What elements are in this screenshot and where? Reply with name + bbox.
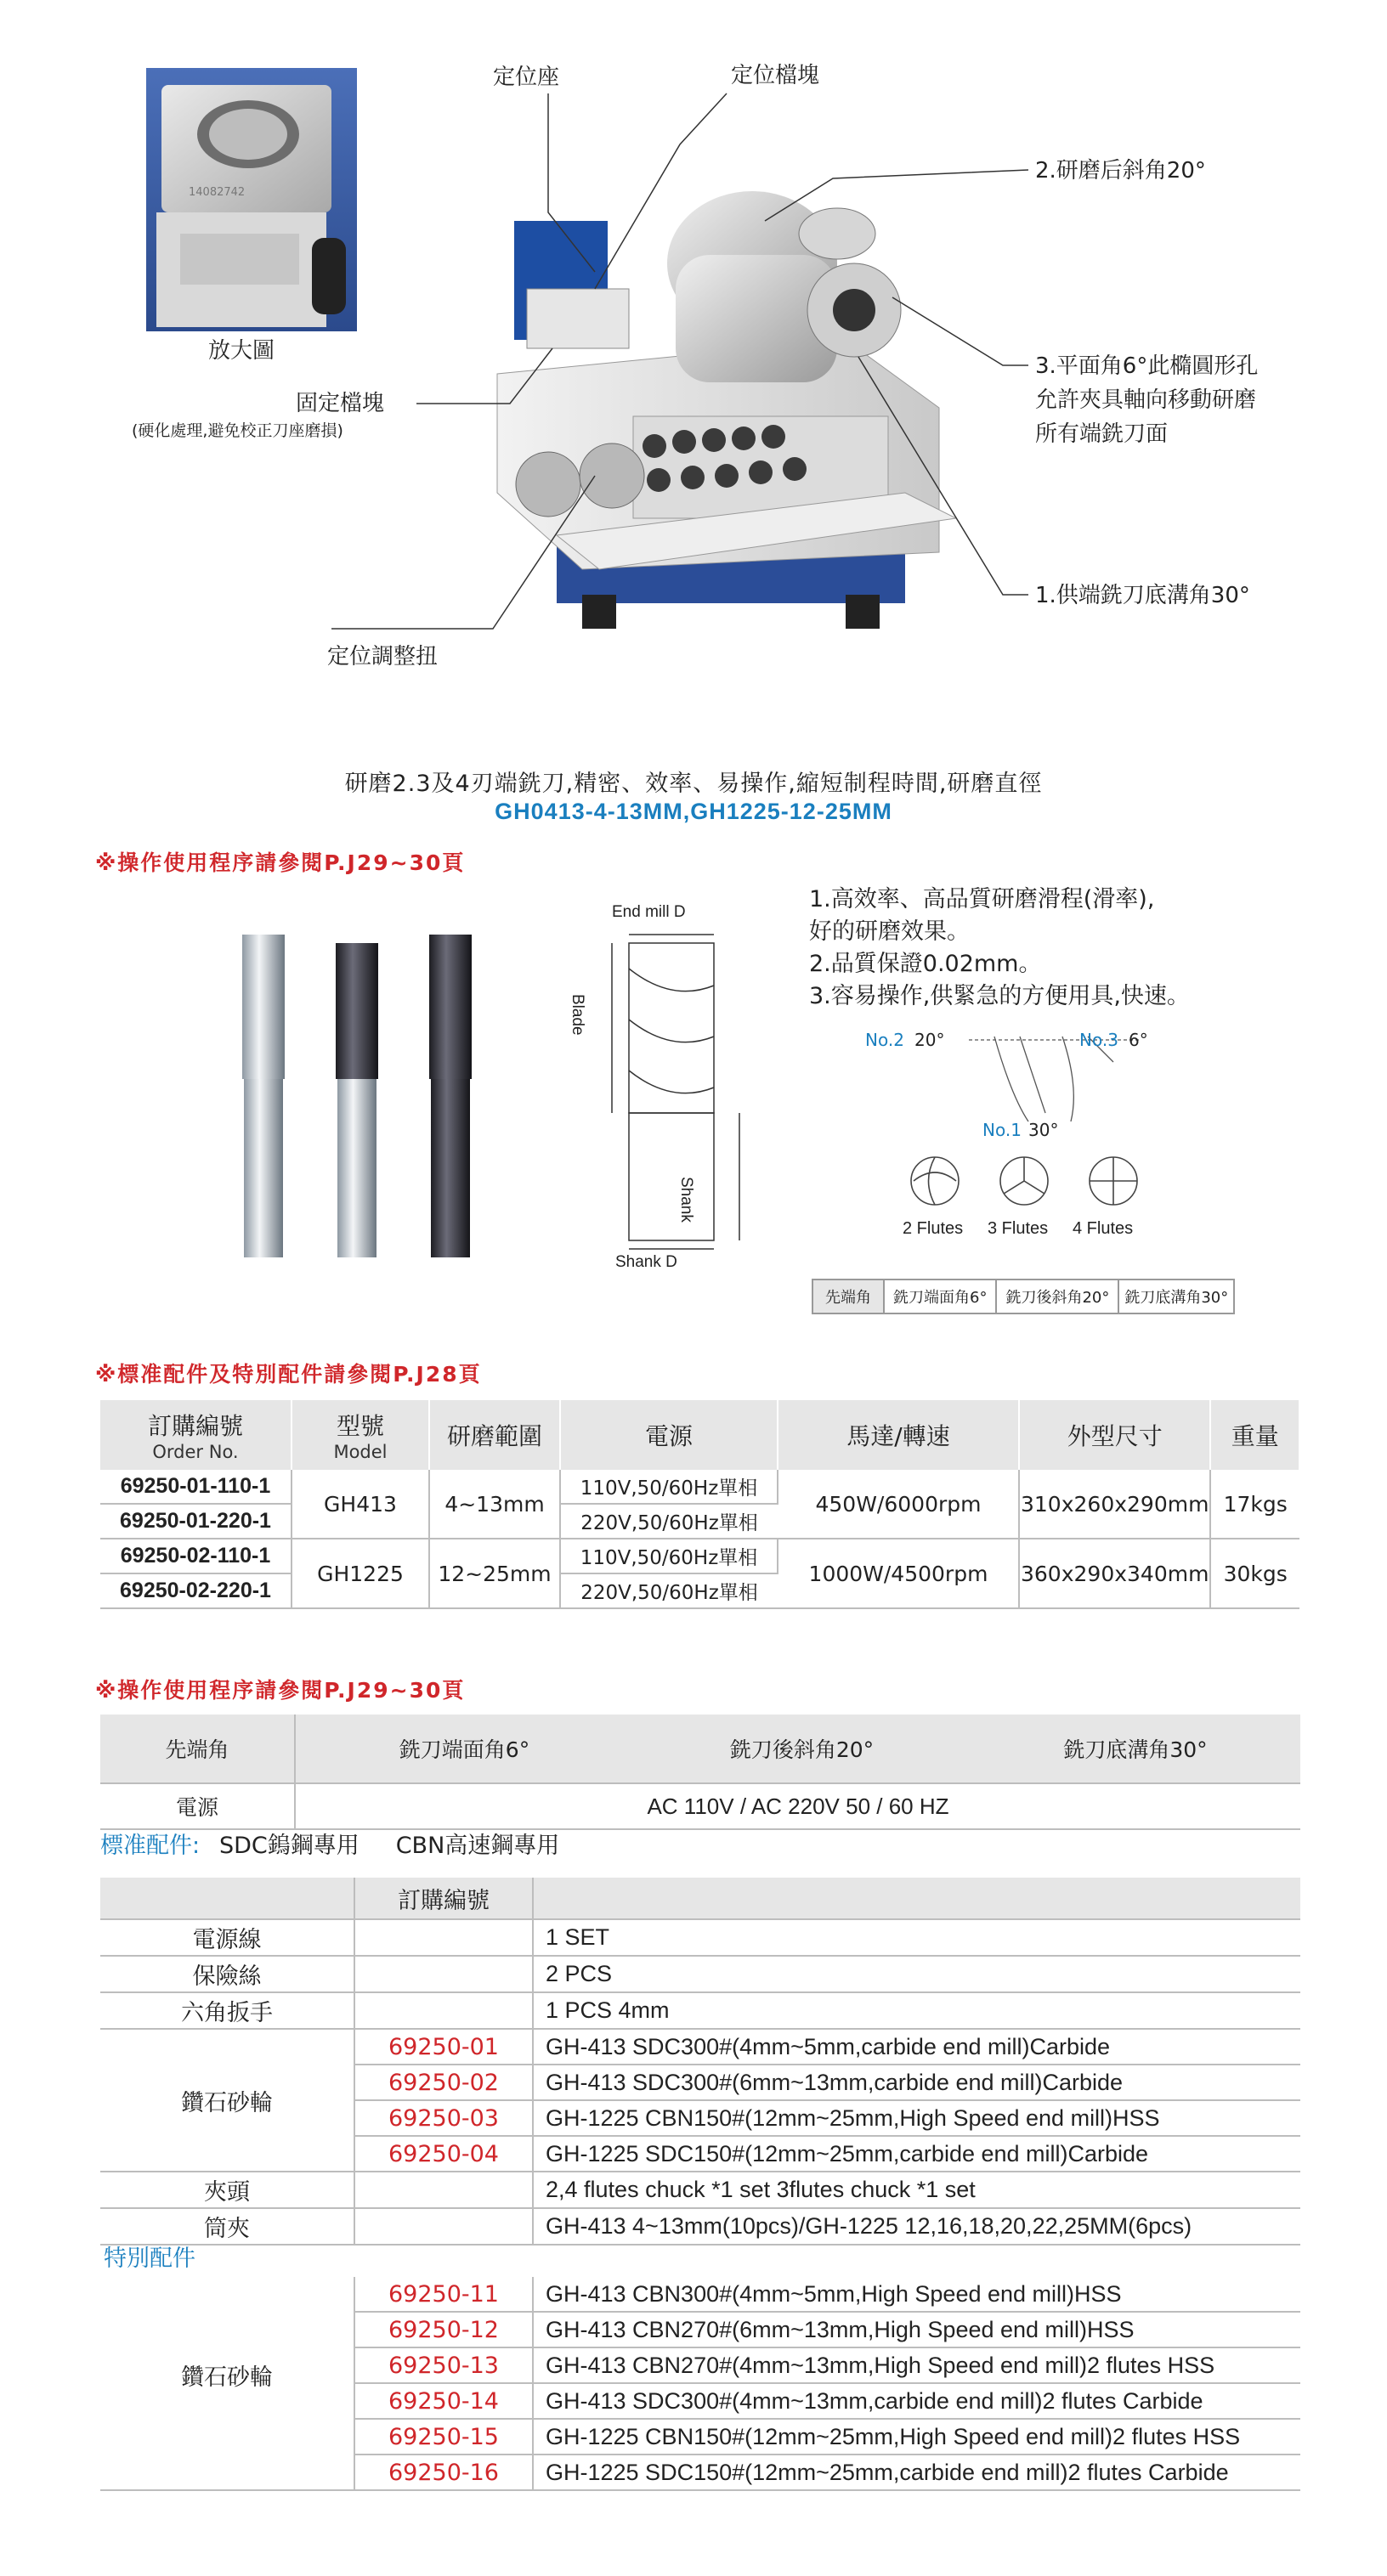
- angle-head-cell: 先端角: [100, 1715, 295, 1783]
- acc-num: [354, 1919, 533, 1956]
- spec-header: 外型尺寸: [1019, 1400, 1210, 1470]
- small-table-cell: 銑刀底溝角30°: [1124, 1289, 1229, 1307]
- angle-head-cell: 銑刀端面角6°: [295, 1715, 633, 1783]
- small-table-cell: 先端角: [812, 1280, 884, 1313]
- small-table-cell: 銑刀端面角6°: [884, 1280, 996, 1313]
- no1-label: No.1: [982, 1120, 1022, 1140]
- acc-item: 六角扳手: [100, 1992, 354, 2029]
- feature-3: 3.容易操作,供緊急的方便用具,快速。: [809, 983, 1190, 1009]
- intro-line2: GH0413-4-13MM,GH1225-12-25MM: [495, 799, 892, 824]
- end-mill-photos: [217, 926, 506, 1266]
- angle-head-cell: 銑刀底溝角30°: [971, 1715, 1300, 1783]
- section1-title: ※操作使用程序請參閱P.J29~30頁: [95, 850, 466, 875]
- small-angle-table: [812, 1279, 1235, 1314]
- positioning-seat-label: 定位座: [493, 65, 560, 90]
- fixed-block-note: (硬化處理,避免校正刀座磨損): [132, 421, 343, 440]
- model-cell: GH413: [292, 1470, 429, 1539]
- acc-item: 夾頭: [100, 2172, 354, 2208]
- section3-title: ※操作使用程序請參閱P.J29~30頁: [95, 1678, 466, 1703]
- acc-item: 鑽石砂輪: [100, 2277, 354, 2490]
- spec-table: [100, 1400, 1300, 1609]
- acc-item: 電源線: [100, 1919, 354, 1956]
- acc-num: 69250-04: [354, 2136, 533, 2172]
- small-table-cell: 銑刀後斜角20°: [996, 1280, 1118, 1313]
- angle3-line3: 所有端銑刀面: [1035, 421, 1169, 447]
- no2-label: No.2: [865, 1030, 904, 1050]
- acc-num: 69250-01: [354, 2029, 533, 2065]
- acc-desc: GH-413 CBN270#(6mm~13mm,High Speed end mill)HSS: [533, 2312, 1300, 2347]
- table-row: [100, 1470, 1299, 1504]
- acc-desc: GH-1225 CBN150#(12mm~25mm,High Speed end mill)HSS: [533, 2100, 1300, 2136]
- acc-desc: GH-413 SDC300#(4mm~5mm,carbide end mill)Carbide: [533, 2029, 1300, 2065]
- acc-desc: GH-413 SDC300#(4mm~13mm,carbide end mill)2 flutes Carbide: [533, 2383, 1300, 2419]
- standard-acc-label: 標准配件:: [100, 1833, 201, 1859]
- acc-desc: GH-1225 SDC150#(12mm~25mm,carbide end mill)2 flutes Carbide: [533, 2455, 1300, 2490]
- table-row: [100, 2208, 1300, 2245]
- adjust-knob-label: 定位調整扭: [327, 644, 439, 669]
- acc-desc: 2,4 flutes chuck *1 set 3flutes chuck *1 set: [533, 2172, 1300, 2208]
- section2-title: ※標准配件及特別配件請參閱P.J28頁: [95, 1362, 482, 1387]
- standard-acc-types: SDC鎢鋼專用 CBN高速鋼專用: [219, 1833, 560, 1859]
- acc-num: 69250-03: [354, 2100, 533, 2136]
- order-number: 69250-01-110-1: [100, 1470, 292, 1504]
- acc-num: 69250-12: [354, 2312, 533, 2347]
- angle-head-cell: 銑刀後斜角20°: [633, 1715, 971, 1783]
- table-row: [100, 2029, 1300, 2065]
- spec-header: 電源: [560, 1400, 778, 1470]
- angle2-label: 2.研磨后斜角20°: [1035, 158, 1206, 184]
- acc-num: 69250-02: [354, 2065, 533, 2100]
- table-row: [100, 2172, 1300, 2208]
- spec-header: 馬達/轉速: [778, 1400, 1019, 1470]
- model-cell: GH1225: [292, 1539, 429, 1608]
- flute-label-2: 2 Flutes: [903, 1219, 964, 1238]
- motor-cell: 1000W/4500rpm: [778, 1539, 1019, 1608]
- acc-num: [354, 2208, 533, 2245]
- angle3-line1: 3.平面角6°此橢圓形孔: [1035, 353, 1259, 379]
- range-cell: 12~25mm: [429, 1539, 560, 1608]
- acc-desc: GH-1225 CBN150#(12mm~25mm,High Speed end mill)2 flutes HSS: [533, 2419, 1300, 2455]
- acc-num: 69250-16: [354, 2455, 533, 2490]
- power-cell: 110V,50/60Hz單相: [560, 1539, 778, 1573]
- acc-num: [354, 1992, 533, 2029]
- no1-value: 30°: [1028, 1120, 1059, 1140]
- enlarged-view-label: 放大圖: [208, 338, 275, 364]
- zoom-serial: 14082742: [189, 186, 246, 199]
- power-value: AC 110V / AC 220V 50 / 60 HZ: [295, 1783, 1300, 1829]
- shank-d-label: Shank D: [615, 1253, 677, 1271]
- flute-label-3: 3 Flutes: [988, 1219, 1049, 1238]
- standard-accessories-table: [100, 1878, 1300, 2246]
- flute-label-4: 4 Flutes: [1073, 1219, 1134, 1238]
- special-acc-label: 特別配件: [104, 2246, 195, 2272]
- intro-line1: 研磨2.3及4刃端銑刀,精密、效率、易操作,縮短制程時間,研磨直徑: [344, 771, 1043, 797]
- acc-desc: 2 PCS: [533, 1956, 1300, 1992]
- order-number: 69250-01-220-1: [100, 1504, 292, 1539]
- feature-1: 1.高效率、高品質研磨滑程(滑率),: [809, 886, 1155, 912]
- feature-2: 2.品質保證0.02mm。: [809, 951, 1042, 977]
- acc-num: 69250-13: [354, 2347, 533, 2383]
- table-row: [100, 1956, 1300, 1992]
- spec-header: 重量: [1210, 1400, 1299, 1470]
- power-cell: 110V,50/60Hz單相: [560, 1470, 778, 1504]
- table-row: [100, 1539, 1299, 1573]
- power-label: 電源: [100, 1783, 295, 1829]
- blade-label: Blade: [569, 994, 586, 1036]
- power-cell: 220V,50/60Hz單相: [560, 1504, 778, 1539]
- order-header: 訂購編號: [354, 1878, 533, 1919]
- flute-icons: [897, 1147, 1152, 1215]
- acc-num: 69250-14: [354, 2383, 533, 2419]
- acc-desc: GH-413 CBN300#(4mm~5mm,High Speed end mill)HSS: [533, 2277, 1300, 2312]
- acc-desc: GH-1225 SDC150#(12mm~25mm,carbide end mill)Carbide: [533, 2136, 1300, 2172]
- special-accessories-table: [100, 2277, 1300, 2491]
- motor-cell: 450W/6000rpm: [778, 1470, 1019, 1539]
- acc-num: [354, 1956, 533, 1992]
- range-cell: 4~13mm: [429, 1470, 560, 1539]
- shank-label: Shank: [677, 1177, 695, 1223]
- size-cell: 310x260x290mm: [1019, 1470, 1210, 1539]
- table-row: [100, 1919, 1300, 1956]
- acc-desc: GH-413 4~13mm(10pcs)/GH-1225 12,16,18,20,22,25MM(6pcs): [533, 2208, 1300, 2245]
- angle3-line2: 允許夾具軸向移動研磨: [1035, 387, 1257, 413]
- acc-num: 69250-15: [354, 2419, 533, 2455]
- order-number: 69250-02-110-1: [100, 1539, 292, 1573]
- feature-1b: 好的研磨效果。: [809, 918, 970, 945]
- spec-header: 型號 Model: [292, 1400, 429, 1470]
- fixed-block-label: 固定檔塊: [296, 391, 385, 416]
- acc-num: [354, 2172, 533, 2208]
- acc-item: 保險絲: [100, 1956, 354, 1992]
- end-mill-d-label: End mill D: [612, 903, 686, 921]
- spec-header: 訂購編號 Order No.: [100, 1400, 292, 1470]
- no3-label: No.3: [1079, 1030, 1118, 1050]
- acc-item: 筒夾: [100, 2208, 354, 2245]
- size-cell: 360x290x340mm: [1019, 1539, 1210, 1608]
- acc-desc: 1 PCS 4mm: [533, 1992, 1300, 2029]
- table-row: [100, 2277, 1300, 2312]
- acc-desc: 1 SET: [533, 1919, 1300, 1956]
- acc-desc: GH-413 SDC300#(6mm~13mm,carbide end mill)Carbide: [533, 2065, 1300, 2100]
- angle1-label: 1.供端銑刀底溝角30°: [1035, 583, 1250, 608]
- no2-value: 20°: [914, 1030, 945, 1050]
- weight-cell: 17kgs: [1210, 1470, 1299, 1539]
- spec-header: 研磨範圍: [429, 1400, 560, 1470]
- acc-item: 鑽石砂輪: [100, 2029, 354, 2172]
- end-mill-diagram: [595, 901, 765, 1291]
- weight-cell: 30kgs: [1210, 1539, 1299, 1608]
- power-cell: 220V,50/60Hz單相: [560, 1573, 778, 1608]
- table-row: [100, 1992, 1300, 2029]
- angle-power-table: [100, 1715, 1300, 1830]
- acc-num: 69250-11: [354, 2277, 533, 2312]
- order-number: 69250-02-220-1: [100, 1573, 292, 1608]
- positioning-block-label: 定位檔塊: [731, 63, 820, 88]
- no3-value: 6°: [1129, 1030, 1148, 1050]
- acc-desc: GH-413 CBN270#(4mm~13mm,High Speed end mill)2 flutes HSS: [533, 2347, 1300, 2383]
